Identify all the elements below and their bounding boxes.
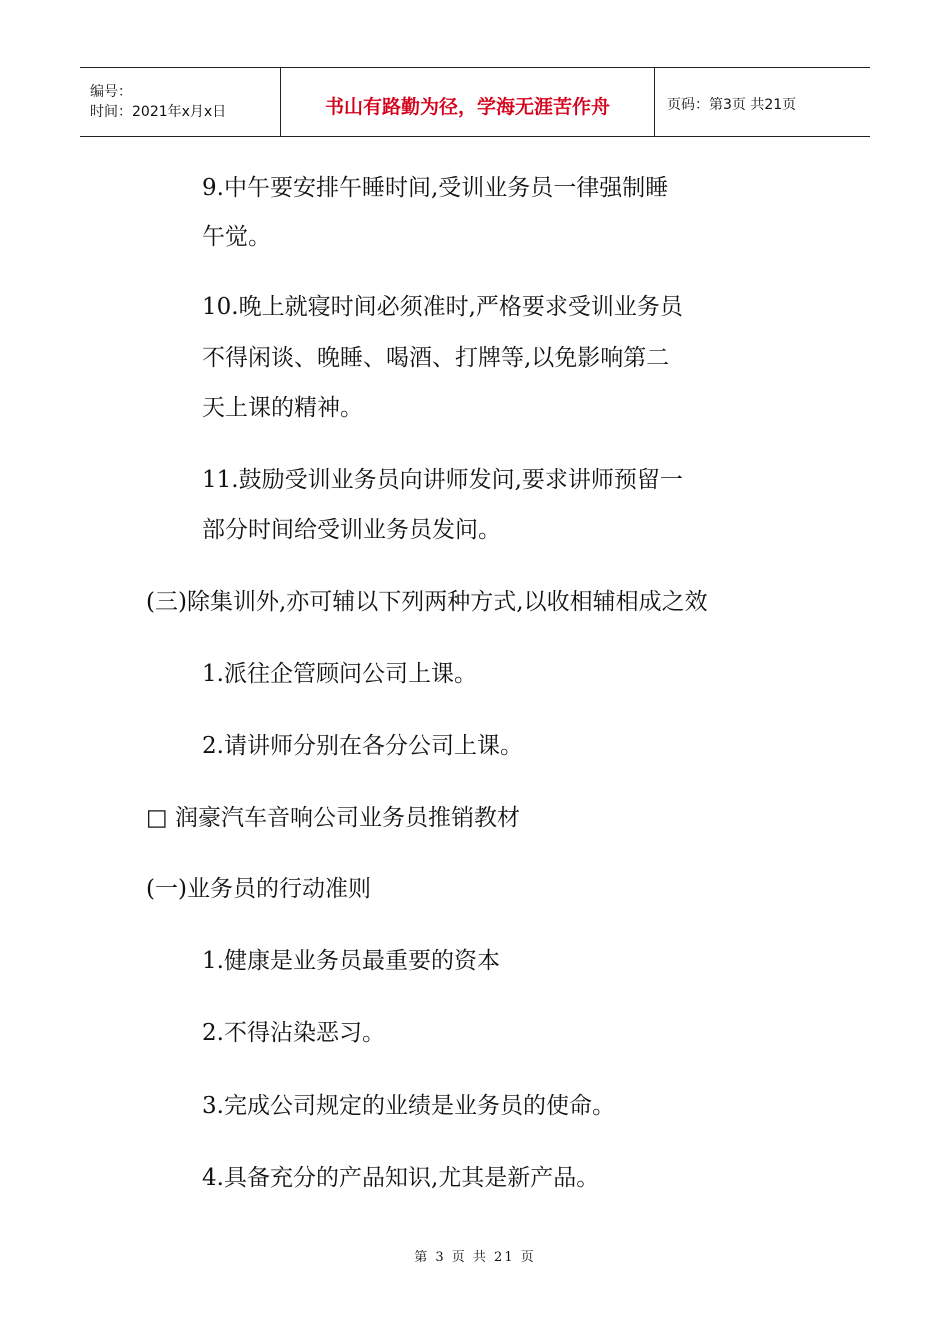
paragraph-9-line-2: 午觉。 [202, 224, 271, 250]
paragraph-11-line-2: 部分时间给受训业务员发问。 [202, 517, 501, 543]
section-three-heading: (三)除集训外,亦可辅以下列两种方式,以收相辅相成之效 [146, 589, 708, 615]
page-footer: 第 3 页 共 21 页 [414, 1250, 536, 1265]
header-page-info: 页码：第3页 共21页 [667, 97, 797, 113]
paragraph-11-line-1: 11.鼓励受训业务员向讲师发问,要求讲师预留一 [202, 467, 683, 493]
list-item-2: 2.请讲师分别在各分公司上课。 [202, 733, 523, 759]
date-label: 时间：2021年x月x日 [90, 104, 227, 120]
header-motto: 书山有路勤为径，学海无涯苦作舟 [281, 68, 655, 136]
paragraph-10-line-3: 天上课的精神。 [202, 395, 363, 421]
list-item-1: 1.派往企管顾问公司上课。 [202, 661, 477, 687]
chapter-heading: □ 润豪汽车音响公司业务员推销教材 [146, 805, 521, 831]
page-header [80, 67, 870, 137]
rule-item-4: 4.具备充分的产品知识,尤其是新产品。 [202, 1165, 600, 1191]
serial-label: 编号： [90, 84, 132, 100]
section-one-heading: (一)业务员的行动准则 [146, 876, 371, 902]
paragraph-9-line-1: 9.中午要安排午睡时间,受训业务员一律强制睡 [202, 175, 669, 201]
rule-item-1: 1.健康是业务员最重要的资本 [202, 948, 500, 974]
rule-item-2: 2.不得沾染恶习。 [202, 1020, 385, 1046]
paragraph-10-line-1: 10.晚上就寝时间必须准时,严格要求受训业务员 [202, 294, 683, 320]
rule-item-3: 3.完成公司规定的业绩是业务员的使命。 [202, 1093, 615, 1119]
header-meta [80, 68, 281, 136]
paragraph-10-line-2: 不得闲谈、晚睡、喝酒、打牌等,以免影响第二 [202, 345, 670, 371]
